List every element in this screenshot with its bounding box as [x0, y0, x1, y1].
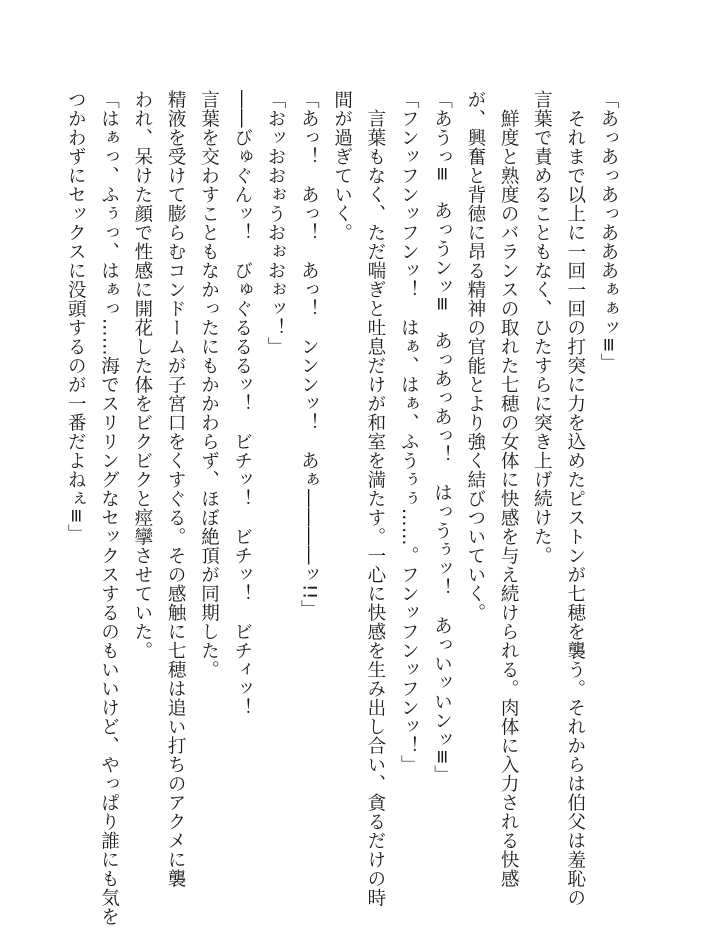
dialogue-line: 「あっ！ あっ！ あっ！ ンンンッ！ あぁ――――ッ!!」	[298, 90, 320, 619]
narration-line: 言葉もなく、ただ喘ぎと吐息だけが和室を満たす。一心に快感を生み出し合い、貪るだけの時	[364, 108, 386, 907]
vertical-text-body	[65, 90, 625, 926]
dialogue-line: 「あうっ≡ あっうンッ≡ あっあっあっ！ はっうぅッ！ あっいッいンッ≡」	[431, 90, 453, 785]
narration-line: 言葉で責めることもなく、ひたすらに突き上げ続けた。	[531, 90, 553, 565]
narration-line: われ、呆けた顔で性感に開花した体をビクビクと痙攣させていた。	[131, 90, 153, 660]
dialogue-line: 「おッおおぉうおぉおぉッ！」	[265, 90, 287, 356]
narration-line: が、興奮と背徳に昂る精神の官能とより強く結びついていく。	[464, 90, 486, 622]
narration-line: それまで以上に一回一回の打突に力を込めたピストンが七穂を襲う。それからは伯父は羞恥の	[564, 108, 586, 907]
dialogue-line: 「はぁっ、ふぅっ、はぁっ……海でスリリングなセックスするのもいいけど、やっぱり誰にも気を	[98, 90, 120, 926]
narration-line: 精液を受けて膨らむコンドームが子宮口をくすぐる。その感触に七穂は追い打ちのアクメに襲	[165, 90, 187, 888]
dialogue-line: 「フンッフンッフンッ！ はぁ、はぁ、ふうぅぅ……。フンッフンッフンッ！」	[398, 90, 420, 774]
narration-line: 間が過ぎていく。	[331, 90, 353, 242]
narration-line: 鮮度と熟度のバランスの取れた七穂の女体に快感を与え続けられる。肉体に入力される快感	[498, 108, 520, 888]
dialogue-line: 「あっあっあっあああぁぁッ≡」	[598, 90, 619, 373]
narration-line: 言葉を交わすこともなかったにもかかわらず、ほぼ絶頂が同期した。	[198, 90, 220, 679]
dialogue-line: つかわずにセックスに没頭するのが一番だよねぇ≡」	[65, 90, 87, 544]
sound-effect-line: ――びゅぐんッ！ びゅぐるるるッ！ ビチッ！ ビチッ！ ビチィッ！	[231, 90, 253, 717]
